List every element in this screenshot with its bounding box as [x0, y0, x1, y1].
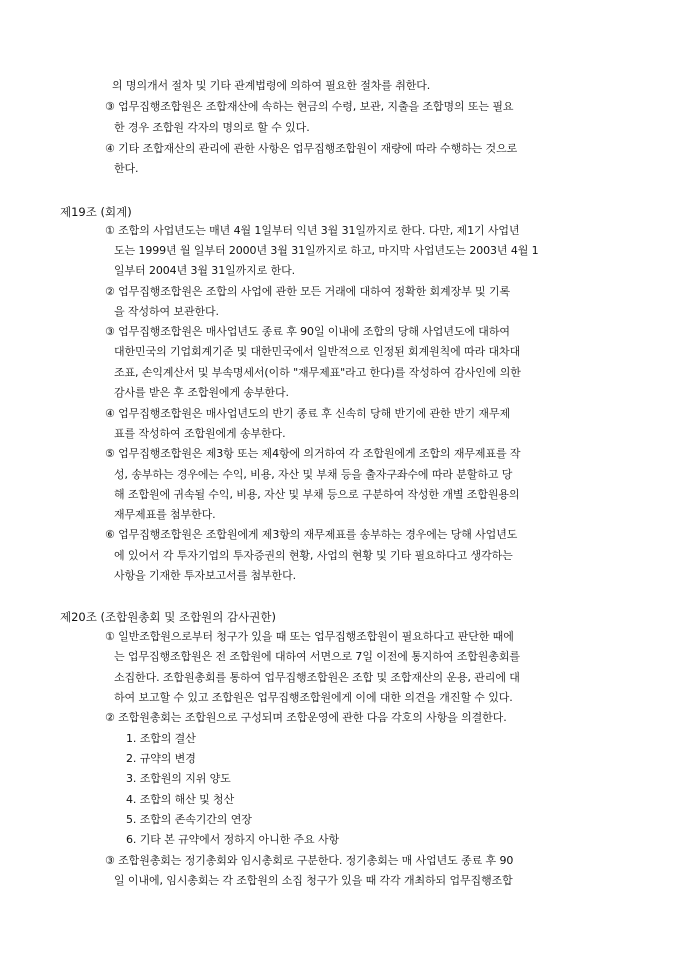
text-line: 일부터 2004년 3월 31일까지로 한다. [114, 264, 296, 277]
text-line: ④ 기타 조합재산의 관리에 관한 사항은 업무집행조합원이 재량에 따라 수행하는 것으로 [105, 142, 518, 155]
text-line: 성, 송부하는 경우에는 수익, 비용, 자산 및 부채 등을 출자구좌수에 따라 분할하고 당 [114, 468, 513, 481]
article-20-title: 제20조 (조합원총회 및 조합원의 감사권한) [60, 610, 276, 624]
list-item: 6. 기타 본 규약에서 정하지 아니한 주요 사항 [126, 833, 340, 846]
text-line: 도는 1999년 월 일부터 2000년 3월 31일까지로 하고, 마지막 사업년도는 2003년 4월 1 [114, 244, 539, 257]
text-line: 일 이내에, 임시총회는 각 조합원의 소집 청구가 있을 때 각각 개최하되 업무집행조합 [114, 874, 513, 887]
text-line: ① 일반조합원으로부터 청구가 있을 때 또는 업무집행조합원이 필요하다고 판단한 때에 [105, 630, 514, 643]
text-line: 의 명의개서 절차 및 기타 관계법령에 의하여 필요한 절차를 취한다. [112, 79, 431, 92]
text-line: 한다. [114, 162, 139, 175]
text-line: ⑤ 업무집행조합원은 제3항 또는 제4항에 의거하여 각 조합원에게 조합의 재무제표를 작 [105, 447, 521, 460]
text-line: ③ 업무집행조합원은 조합재산에 속하는 현금의 수령, 보관, 지출을 조합명의 또는 필요 [105, 100, 514, 113]
text-line: ① 조합의 사업년도는 매년 4월 1일부터 익년 3월 31일까지로 한다. 다만, 제1기 사업년 [105, 224, 520, 237]
text-line: ③ 조합원총회는 정기총회와 임시총회로 구분한다. 정기총회는 매 사업년도 종료 후 90 [105, 854, 514, 867]
text-line: 사항을 기재한 투자보고서를 첨부한다. [114, 569, 297, 582]
text-line: ④ 업무집행조합원은 매사업년도의 반기 종료 후 신속히 당해 반기에 관한 반기 재무제 [105, 407, 511, 420]
text-line: ③ 업무집행조합원은 매사업년도 종료 후 90일 이내에 조합의 당해 사업년도에 대하여 [105, 325, 510, 338]
article-19-title: 제19조 (회계) [60, 205, 132, 219]
list-item: 3. 조합원의 지위 양도 [126, 772, 231, 785]
text-line: ② 업무집행조합원은 조합의 사업에 관한 모든 거래에 대하여 정확한 회계장부 및 기록 [105, 285, 511, 298]
text-line: 조표, 손익계산서 및 부속명세서(이하 "재무제표"라고 한다)를 작성하여 감사인에 의한 [114, 366, 521, 379]
text-line: 해 조합원에 귀속될 수익, 비용, 자산 및 부채 등으로 구분하여 작성한 개별 조합원용의 [114, 488, 520, 501]
text-line: 하여 보고할 수 있고 조합원은 업무집행조합원에게 이에 대한 의견을 개진할 수 있다. [114, 691, 513, 704]
text-line: 는 업무집행조합원은 전 조합원에 대하여 서면으로 7일 이전에 통지하여 조합원총회를 [114, 650, 520, 663]
text-line: 한 경우 조합원 각자의 명의로 할 수 있다. [114, 121, 310, 134]
list-item: 1. 조합의 결산 [126, 732, 196, 745]
text-line: 표를 작성하여 조합원에게 송부한다. [114, 427, 286, 440]
text-line: 재무제표를 첨부한다. [114, 508, 216, 521]
text-line: 소집한다. 조합원총회를 통하여 업무집행조합원은 조합 및 조합재산의 운용, 관리에 대 [114, 671, 520, 684]
list-item: 4. 조합의 해산 및 청산 [126, 793, 235, 806]
text-line: 을 작성하여 보관한다. [114, 305, 219, 318]
text-line: ⑥ 업무집행조합원은 조합원에게 제3항의 재무제표를 송부하는 경우에는 당해 사업년도 [105, 528, 518, 541]
text-line: 에 있어서 각 투자기업의 투자증권의 현황, 사업의 현황 및 기타 필요하다고 생각하는 [114, 549, 513, 562]
text-line: 대한민국의 기업회계기준 및 대한민국에서 일반적으로 인정된 회계원칙에 따라 대차대 [114, 345, 521, 358]
list-item: 5. 조합의 존속기간의 연장 [126, 813, 252, 826]
text-line: 감사를 받은 후 조합원에게 송부한다. [114, 386, 289, 399]
text-line: ② 조합원총회는 조합원으로 구성되며 조합운영에 관한 다음 각호의 사항을 의결한다. [105, 711, 507, 724]
list-item: 2. 규약의 변경 [126, 752, 196, 765]
